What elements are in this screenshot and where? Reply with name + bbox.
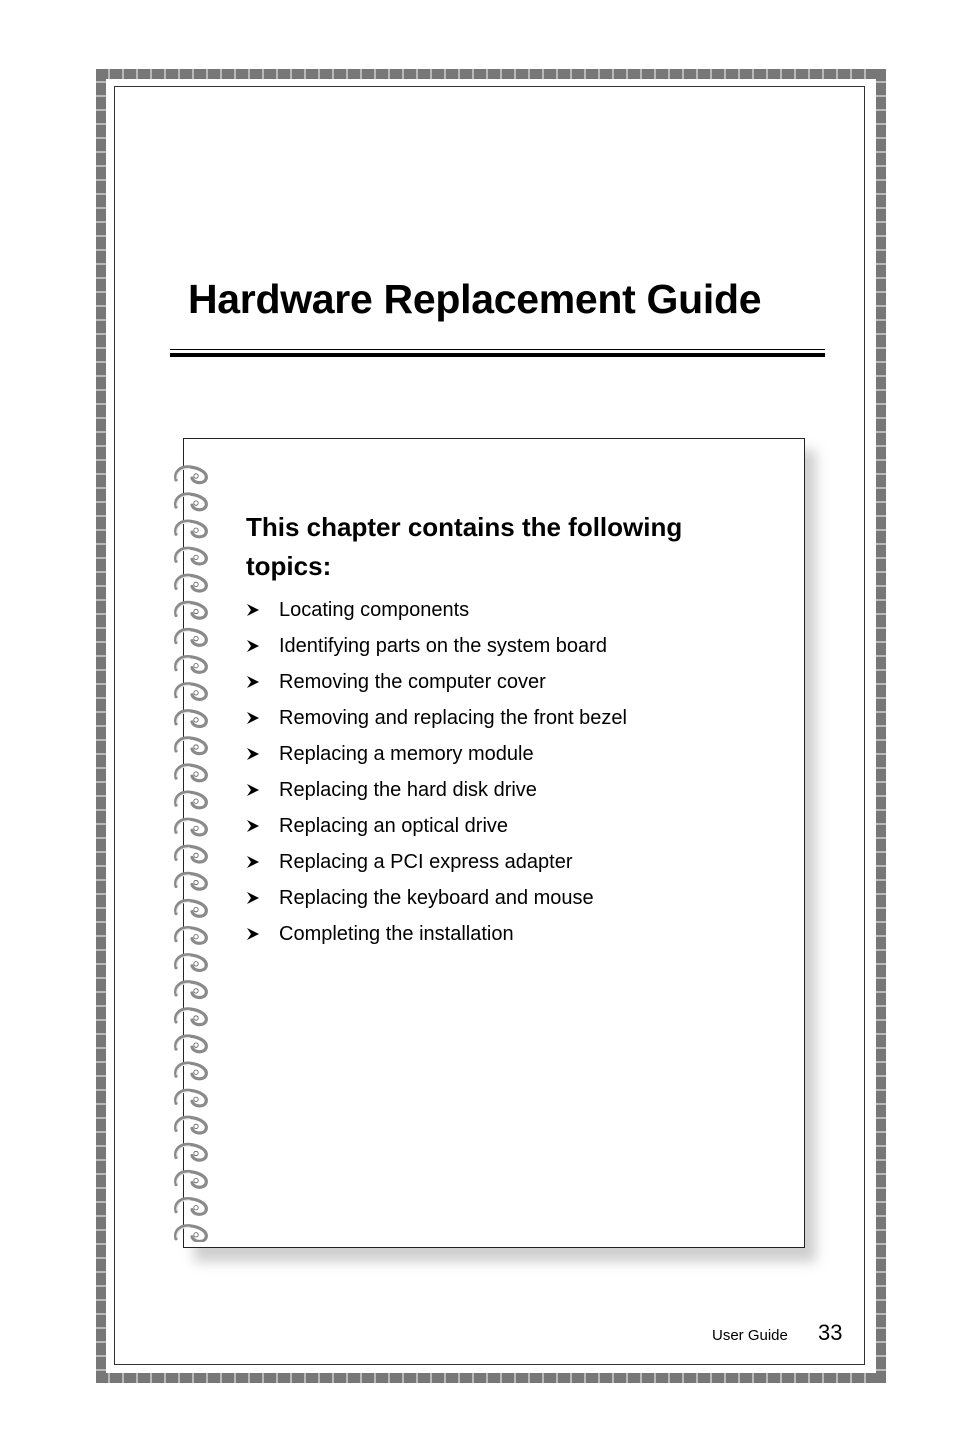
page-number: 33 — [818, 1320, 843, 1345]
topic-text: Replacing a memory module — [279, 742, 534, 765]
spiral-ring — [176, 846, 207, 862]
spiral-ring — [176, 738, 207, 754]
topic-text: Replacing a PCI express adapter — [279, 850, 573, 873]
spiral-ring — [176, 1226, 207, 1242]
topic-text: Identifying parts on the system board — [279, 634, 607, 657]
topic-text: Removing and replacing the front bezel — [279, 706, 627, 729]
topic-item — [246, 772, 627, 808]
topic-item — [246, 628, 627, 664]
arrow-bullet-icon — [246, 855, 279, 869]
spiral-binding-icon — [170, 458, 214, 1242]
spiral-ring — [176, 982, 207, 998]
spiral-ring — [176, 548, 207, 564]
spiral-ring — [176, 1036, 207, 1052]
arrow-bullet-icon — [246, 819, 279, 833]
spiral-ring — [176, 1063, 207, 1079]
title-rule-thin — [170, 349, 825, 350]
spiral-ring — [176, 928, 207, 944]
topic-item — [246, 664, 627, 700]
spiral-ring — [176, 765, 207, 781]
spiral-ring — [176, 629, 207, 645]
topic-text: Completing the installation — [279, 922, 514, 945]
spiral-ring — [176, 467, 207, 483]
arrow-bullet-icon — [246, 927, 279, 941]
spiral-ring — [176, 521, 207, 537]
spiral-ring — [176, 575, 207, 591]
frame-border-bottom — [96, 1373, 886, 1383]
arrow-bullet-icon — [246, 783, 279, 797]
spiral-ring — [176, 1090, 207, 1106]
footer-label: User Guide — [712, 1327, 788, 1344]
spiral-ring — [176, 1171, 207, 1187]
spiral-ring — [176, 1009, 207, 1025]
topic-item — [246, 844, 627, 880]
arrow-bullet-icon — [246, 891, 279, 905]
topic-list — [246, 592, 627, 952]
arrow-bullet-icon — [246, 711, 279, 725]
topic-item — [246, 808, 627, 844]
topic-text: Replacing the hard disk drive — [279, 778, 537, 801]
spiral-ring — [176, 819, 207, 835]
page-title: Hardware Replacement Guide — [188, 276, 762, 322]
frame-border-top — [96, 69, 886, 79]
arrow-bullet-icon — [246, 639, 279, 653]
topic-item — [246, 700, 627, 736]
topic-item — [246, 736, 627, 772]
topic-text: Removing the computer cover — [279, 670, 546, 693]
spiral-ring — [176, 873, 207, 889]
arrow-bullet-icon — [246, 603, 279, 617]
topic-item — [246, 880, 627, 916]
spiral-ring — [176, 955, 207, 971]
spiral-ring — [176, 1199, 207, 1215]
topic-text: Locating components — [279, 598, 470, 621]
frame-border-right — [876, 69, 886, 1383]
topic-text: Replacing an optical drive — [279, 814, 509, 837]
frame-border-left — [96, 69, 106, 1383]
spiral-ring — [176, 711, 207, 727]
arrow-bullet-icon — [246, 675, 279, 689]
topic-item — [246, 916, 627, 952]
spiral-ring — [176, 1117, 207, 1133]
spiral-ring — [176, 792, 207, 808]
arrow-bullet-icon — [246, 747, 279, 761]
topic-text: Replacing the keyboard and mouse — [279, 886, 594, 909]
spiral-ring — [176, 494, 207, 510]
topic-item — [246, 592, 627, 628]
spiral-ring — [176, 602, 207, 618]
title-rule-thick — [170, 353, 825, 357]
spiral-ring — [176, 1144, 207, 1160]
spiral-ring — [176, 657, 207, 673]
spiral-ring — [176, 684, 207, 700]
chapter-topics-heading: This chapter contains the following topics: — [246, 512, 683, 581]
spiral-ring — [176, 900, 207, 916]
